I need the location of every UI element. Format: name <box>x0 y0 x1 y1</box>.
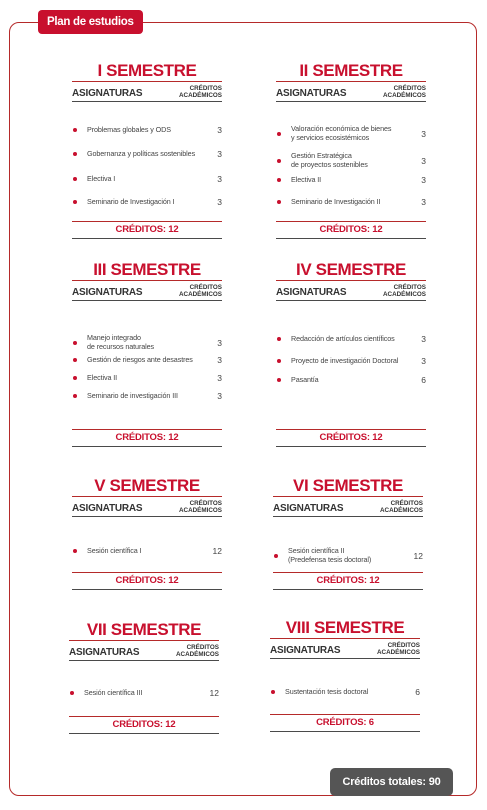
column-creditos <box>383 84 426 99</box>
course-name: Seminario de investigación III <box>87 390 178 400</box>
column-asignaturas: ASIGNATURAS <box>276 88 347 99</box>
course-row <box>72 546 222 556</box>
table-header <box>270 639 420 659</box>
column-creditos-line1: CRÉDITOS <box>189 500 222 507</box>
semester-title: I SEMESTRE <box>72 62 222 82</box>
bullet-icon <box>73 549 77 553</box>
semester-title: III SEMESTRE <box>72 261 222 281</box>
semester-credits-total: CRÉDITOS: 6 <box>270 714 420 732</box>
course-credits: 3 <box>217 355 222 365</box>
bullet-icon <box>70 691 74 695</box>
course-credits: 3 <box>217 373 222 383</box>
course-row <box>72 174 222 184</box>
course-row <box>72 197 222 207</box>
column-creditos-line1: CRÉDITOS <box>390 500 423 507</box>
semester-title: VI SEMESTRE <box>273 477 423 497</box>
course-credits: 12 <box>212 546 222 556</box>
semester-title: VIII SEMESTRE <box>270 619 420 639</box>
bullet-icon <box>277 378 281 382</box>
semester-block <box>72 476 222 586</box>
course-credits: 6 <box>421 375 426 385</box>
bullet-icon <box>73 394 77 398</box>
column-creditos-line1: CRÉDITOS <box>387 642 420 649</box>
table-header <box>72 82 222 102</box>
course-row <box>276 197 426 207</box>
bullet-icon <box>277 337 281 341</box>
course-credits: 3 <box>421 128 426 139</box>
table-header <box>72 497 222 517</box>
column-creditos-line1: CRÉDITOS <box>393 85 426 92</box>
column-creditos-line2: ACADÉMICOS <box>382 92 426 99</box>
semester-title: V SEMESTRE <box>72 477 222 497</box>
course-credits: 6 <box>415 687 420 697</box>
course-name: Seminario de Investigación II <box>291 196 381 206</box>
column-asignaturas: ASIGNATURAS <box>72 503 143 514</box>
course-credits: 3 <box>421 197 426 207</box>
course-name: Seminario de Investigación I <box>87 196 175 206</box>
course-name: Proyecto de investigación Doctoral <box>291 355 399 365</box>
bullet-icon <box>274 554 278 558</box>
course-name: Gobernanza y políticas sostenibles <box>87 148 196 158</box>
course-row <box>72 373 222 383</box>
course-name: Problemas globales y ODS <box>87 124 171 134</box>
bullet-icon <box>73 152 77 156</box>
course-row <box>270 687 420 697</box>
course-name: Electiva II <box>87 372 118 382</box>
course-row <box>276 152 426 169</box>
column-creditos-line2: ACADÉMICOS <box>379 507 423 514</box>
course-name: Redacción de artículos científicos <box>291 333 395 343</box>
column-creditos-line2: ACADÉMICOS <box>175 651 219 658</box>
course-name: Electiva I <box>87 173 116 183</box>
column-creditos-line2: ACADÉMICOS <box>178 507 222 514</box>
column-creditos <box>176 643 219 658</box>
course-row <box>72 334 222 351</box>
course-row <box>72 355 222 365</box>
semester-block <box>270 618 420 728</box>
column-creditos-line1: CRÉDITOS <box>189 284 222 291</box>
column-creditos-line2: ACADÉMICOS <box>178 92 222 99</box>
semester-block <box>72 260 222 443</box>
course-row <box>276 175 426 185</box>
course-credits: 12 <box>209 688 219 698</box>
column-creditos-line1: CRÉDITOS <box>186 644 219 651</box>
course-row <box>276 356 426 366</box>
bullet-icon <box>277 178 281 182</box>
course-name: Sesión científica III <box>84 687 143 697</box>
semester-credits-total: CRÉDITOS: 12 <box>69 716 219 734</box>
semester-credits-total: CRÉDITOS: 12 <box>276 429 426 447</box>
course-row <box>72 391 222 401</box>
course-credits: 12 <box>413 550 423 561</box>
course-row <box>69 688 219 698</box>
column-creditos-line1: CRÉDITOS <box>393 284 426 291</box>
column-creditos-line2: ACADÉMICOS <box>178 291 222 298</box>
course-name: Sustentación tesis doctoral <box>285 686 369 696</box>
semester-title: II SEMESTRE <box>276 62 426 82</box>
course-credits: 3 <box>421 334 426 344</box>
course-row <box>276 334 426 344</box>
course-row <box>276 375 426 385</box>
column-creditos <box>179 499 222 514</box>
column-asignaturas: ASIGNATURAS <box>270 645 341 656</box>
course-credits: 3 <box>217 174 222 184</box>
column-asignaturas: ASIGNATURAS <box>273 503 344 514</box>
course-credits: 3 <box>217 125 222 135</box>
column-creditos <box>383 283 426 298</box>
bullet-icon <box>73 177 77 181</box>
semester-block <box>276 61 426 235</box>
column-creditos-line1: CRÉDITOS <box>189 85 222 92</box>
page-title: Plan de estudios <box>38 10 143 34</box>
column-creditos <box>179 84 222 99</box>
semester-credits-total: CRÉDITOS: 12 <box>276 221 426 239</box>
column-asignaturas: ASIGNATURAS <box>276 287 347 298</box>
column-creditos <box>179 283 222 298</box>
course-name: Gestión Estratégica de proyectos sostenibles <box>291 151 368 169</box>
course-name: Pasantía <box>291 374 319 384</box>
course-row <box>276 125 426 142</box>
column-creditos-line2: ACADÉMICOS <box>382 291 426 298</box>
column-creditos-line2: ACADÉMICOS <box>376 649 420 656</box>
bullet-icon <box>73 358 77 362</box>
course-credits: 3 <box>421 356 426 366</box>
column-asignaturas: ASIGNATURAS <box>72 88 143 99</box>
semester-title: IV SEMESTRE <box>276 261 426 281</box>
course-name: Sesión científica I <box>87 545 142 555</box>
column-creditos <box>380 499 423 514</box>
table-header <box>273 497 423 517</box>
bullet-icon <box>277 132 281 136</box>
column-asignaturas: ASIGNATURAS <box>69 647 140 658</box>
table-header <box>276 82 426 102</box>
total-credits-badge: Créditos totales: 90 <box>330 768 453 796</box>
semester-credits-total: CRÉDITOS: 12 <box>72 429 222 447</box>
course-credits: 3 <box>421 155 426 166</box>
semester-block <box>276 260 426 443</box>
semester-block <box>72 61 222 235</box>
semester-credits-total: CRÉDITOS: 12 <box>273 572 423 590</box>
bullet-icon <box>73 341 77 345</box>
course-credits: 3 <box>421 175 426 185</box>
course-name: Gestión de riesgos ante desastres <box>87 354 193 364</box>
course-credits: 3 <box>217 197 222 207</box>
bullet-icon <box>271 690 275 694</box>
column-creditos <box>377 641 420 656</box>
semester-credits-total: CRÉDITOS: 12 <box>72 572 222 590</box>
course-name: Valoración económica de bienes y servicios ecosistémicos <box>291 124 392 142</box>
table-header <box>276 281 426 301</box>
semester-credits-total: CRÉDITOS: 12 <box>72 221 222 239</box>
course-name: Manejo integrado de recursos naturales <box>87 333 155 351</box>
semester-block <box>273 476 423 586</box>
bullet-icon <box>73 376 77 380</box>
course-row <box>273 547 423 564</box>
course-credits: 3 <box>217 391 222 401</box>
column-asignaturas: ASIGNATURAS <box>72 287 143 298</box>
course-credits: 3 <box>217 337 222 348</box>
bullet-icon <box>73 128 77 132</box>
course-name: Electiva II <box>291 174 322 184</box>
bullet-icon <box>277 200 281 204</box>
bullet-icon <box>277 159 281 163</box>
bullet-icon <box>277 359 281 363</box>
table-header <box>72 281 222 301</box>
table-header <box>69 641 219 661</box>
semester-title: VII SEMESTRE <box>69 621 219 641</box>
course-row <box>72 125 222 135</box>
semester-block <box>69 620 219 730</box>
course-row <box>72 149 222 159</box>
course-name: Sesión científica II (Predefensa tesis doctoral) <box>288 546 372 564</box>
course-credits: 3 <box>217 149 222 159</box>
bullet-icon <box>73 200 77 204</box>
